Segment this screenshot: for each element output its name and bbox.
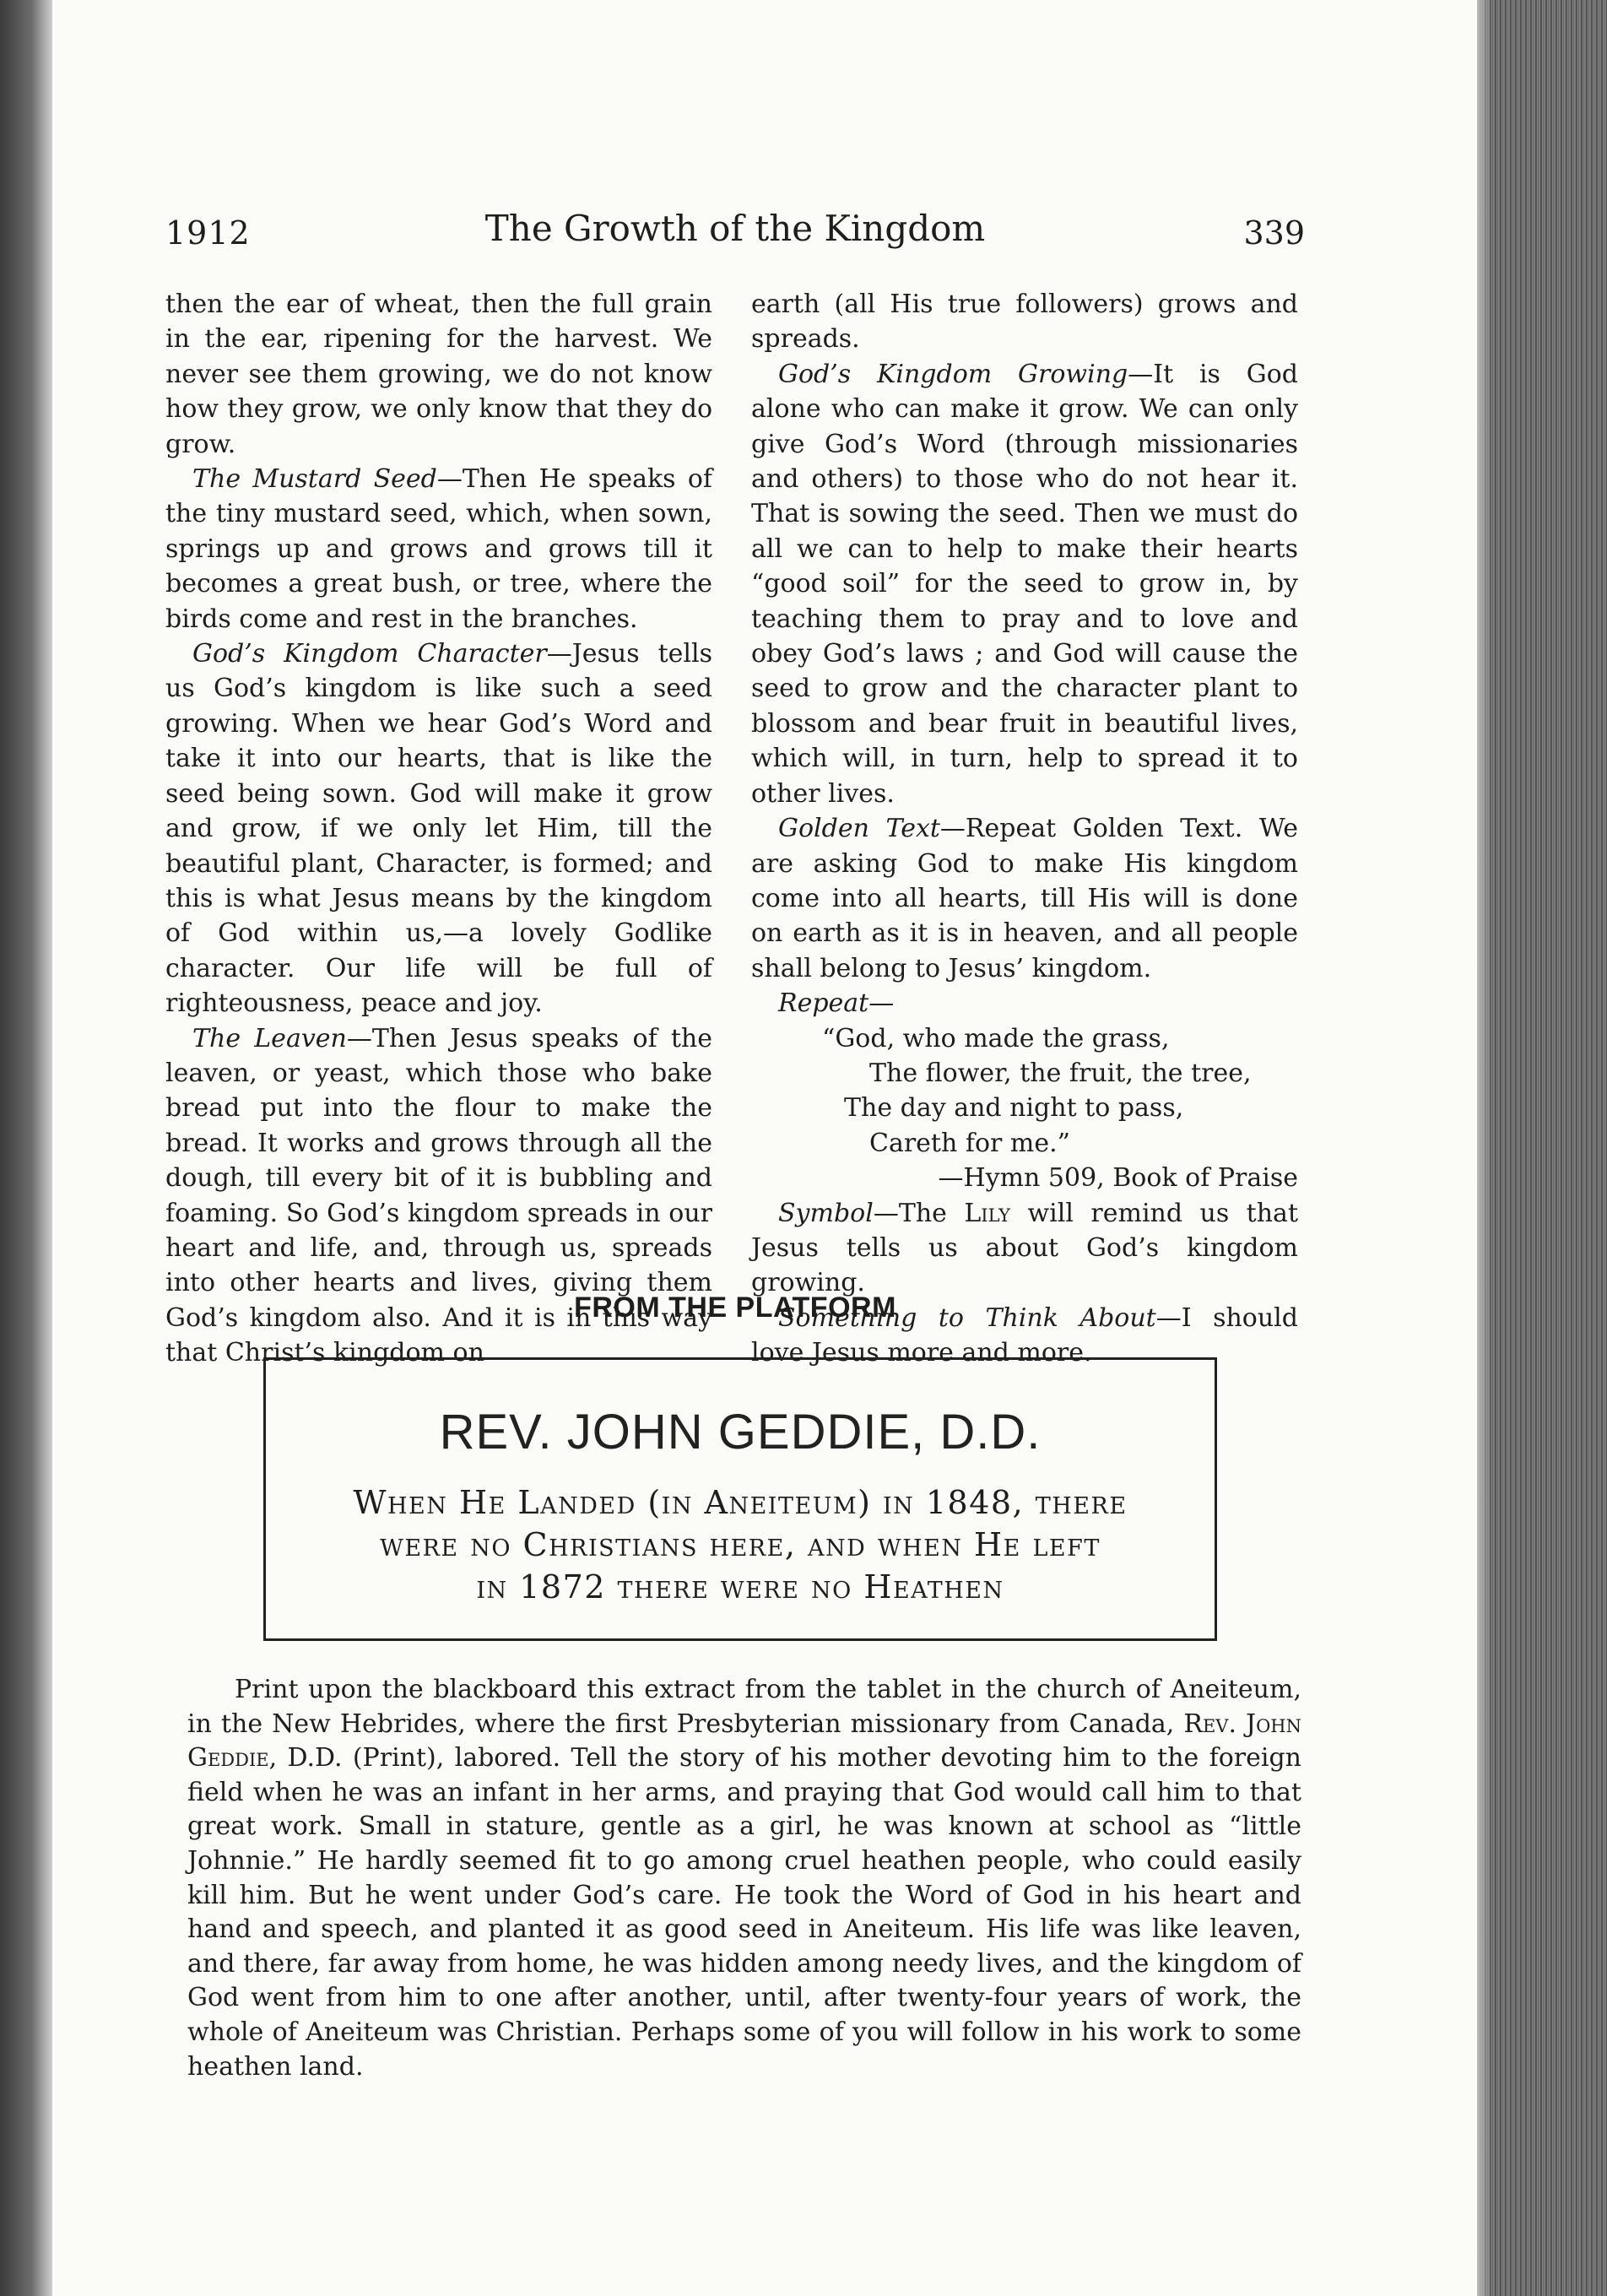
- paragraph: [751, 1196, 1298, 1301]
- book-page-edges: [1477, 0, 1607, 2296]
- verse-line: Careth for me.”: [869, 1128, 1070, 1158]
- body-paragraph: [187, 1673, 1301, 2084]
- right-column: [751, 287, 1298, 1371]
- paragraph-lead: God’s Kingdom Character: [192, 639, 547, 669]
- paragraph: [165, 636, 712, 1021]
- left-column: [165, 287, 712, 1371]
- paragraph: [751, 986, 1298, 1021]
- quote-line: in 1872 there were no Heathen: [476, 1568, 1004, 1606]
- blackboard-box: [263, 1357, 1217, 1641]
- box-quote: [300, 1481, 1181, 1608]
- page-number: 339: [1243, 214, 1305, 252]
- quote-line: When He Landed (in Aneiteum) in 1848, there: [353, 1484, 1128, 1521]
- paragraph-lead: Symbol: [778, 1198, 874, 1228]
- verse-line: “God, who made the grass,: [822, 1023, 1170, 1053]
- section-title: FROM THE PLATFORM: [574, 1292, 896, 1324]
- paragraph-text: Print upon the blackboard this extract from the tablet in the church of Aneiteum, in the New Hebrides, where the first Presbyterian missionary from Canada,: [187, 1675, 1301, 1739]
- symbol-word: Lily: [964, 1198, 1011, 1228]
- paragraph-text: —It is God alone who can make it grow. We can only give God’s Word (through missionaries and others) to those who do not hear it. That is sowing the seed. Then we must do all we can to help to make their hearts “good soil” for the seed to grow in, by teaching them to pray and to love and obey God’s laws ; and God will cause the seed to grow and the character plant to blossom and bear fruit in beautiful lives, which will, in turn, help to spread it to other lives.: [751, 359, 1298, 809]
- paragraph-text: will remind us that Jesus tells us about God’s kingdom growing.: [751, 1198, 1299, 1298]
- paragraph-text: —Repeat Golden Text. We are asking God to make His kingdom come into all hearts, till His will is done on earth as it is in heaven, and all people shall belong to Jesus’ kingdom.: [751, 814, 1298, 983]
- running-header: [165, 208, 1305, 258]
- hymn-attribution: —Hymn 509, Book of Praise: [938, 1163, 1298, 1194]
- paragraph-text: —I should love Jesus more and more.: [751, 1302, 1298, 1368]
- paragraph-text: —Then Jesus speaks of the leaven, or yeast, which those who bake bread put into the flour to make the bread. It works and grows through all the dough, till every bit of it is bubbling and foaming. So God’s kingdom spreads in our heart and life, and, through us, spreads into other hearts and lives, giving them God’s kingdom also. And it is in this way that Christ’s kingdom on: [165, 1023, 712, 1368]
- paragraph-text: , D.D. (Print), labored. Tell the story of his mother devoting him to the foreign field when he was an infant in her arms, and praying that God would call him to that great work. Small in stature, gentle as a girl, he was known at school as “little Johnnie.” He hardly seemed fit to go among cruel heathen people, who could easily kill him. But he went under God’s care. He took the Word of God in his heart and hand and speech, and planted it as good seed in Aneiteum. His life was like leaven, and there, far away from home, he was hidden among needy lives, and the kingdom of God went from him to one after another, until, after twenty-four years of work, the whole of Aneiteum was Christian. Perhaps some of you will follow in his work to some heathen land.: [187, 1743, 1301, 2082]
- paragraph-text: —The: [873, 1198, 965, 1228]
- verse-line: The flower, the fruit, the tree,: [869, 1058, 1252, 1088]
- missionary-name: Rev. John Geddie: [187, 1708, 1301, 1773]
- paragraph-lead: The Mustard Seed: [192, 464, 437, 495]
- quote-line: were no Christians here, and when He left: [380, 1526, 1101, 1563]
- verse-line: The day and night to pass,: [844, 1093, 1184, 1124]
- paragraph-text: —Then He speaks of the tiny mustard seed, which, when sown, springs up and grows and grows till it becomes a great bush, or tree, where the birds come and rest in the branches.: [165, 464, 712, 634]
- paragraph-lead: God’s Kingdom Growing: [778, 359, 1128, 389]
- paragraph: [751, 357, 1298, 811]
- paragraph: [751, 811, 1298, 986]
- book-gutter: [0, 0, 52, 2296]
- paragraph-text: —Jesus tells us God’s kingdom is like such a seed growing. When we hear God’s Word and take it into our hearts, that is like the seed being sown. God will make it grow and grow, if we only let Him, till the beautiful plant, Character, is formed; and this is what Jesus means by the kingdom of God within us,—a lovely Godlike character. Our life will be full of righteousness, peace and joy.: [165, 639, 712, 1019]
- repeat-label: Repeat—: [778, 988, 895, 1019]
- header-year: 1912: [165, 214, 251, 252]
- paragraph-lead: Golden Text: [778, 814, 940, 844]
- paragraph: [165, 462, 712, 636]
- paragraph: earth (all His true followers) grows and spreads.: [751, 290, 1298, 355]
- header-title: The Growth of the Kingdom: [484, 208, 986, 249]
- hymn-verse: [751, 1021, 1298, 1196]
- paragraph: then the ear of wheat, then the full grain in the ear, ripening for the harvest. We never see them growing, we do not know how they grow, we only know that they do grow.: [165, 290, 712, 459]
- box-heading: REV. JOHN GEDDIE, D.D.: [439, 1405, 1042, 1459]
- paragraph-lead: The Leaven: [192, 1023, 347, 1053]
- paragraph-lead: Something to Think About: [778, 1302, 1156, 1333]
